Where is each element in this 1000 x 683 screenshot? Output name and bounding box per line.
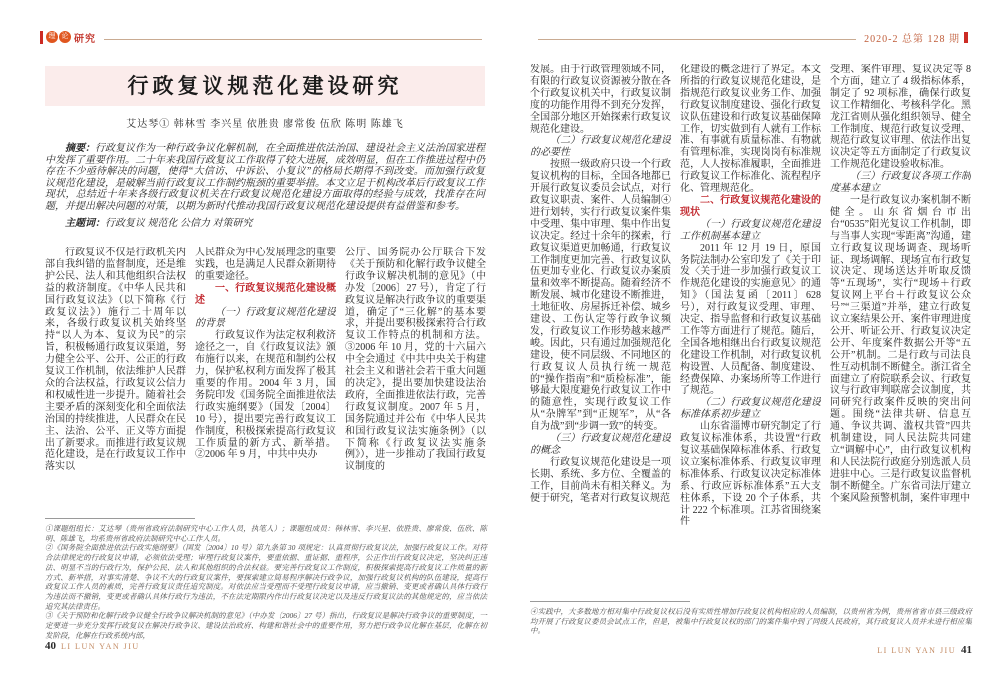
issue-accent-bar [964,32,968,43]
page-number: 40 [45,640,56,652]
header-accent-bar [40,31,43,44]
footnote: ③《关于预防和化解行政争议健全行政争议解决机制的意见》（中办发〔2006〕27 号）指出，行政复议是解决行政争议的重要制度，一定要进一步充分发挥行政复议在解决行政争议、建设法治政府、构建和谐社会中的重要作用，努力把行政争议化解在基层，化解在初发阶段，化解在行政系统内部， [45,611,487,640]
sub-heading: （三）行政复议各项工作制度基本建立 [830,171,971,195]
footnote: ①课题组组长：艾达琴（贵州省政府法制研究中心工作人员，执笔人）；课题组成员：韩林雪、李兴星、依胜贵、廖常俊、伍欣、陈明、陈雄飞，均系贵州省政府法制研究中心工作人员。 [45,524,487,543]
journal-section-name: 研究 [74,33,96,45]
keywords-paragraph [45,218,485,230]
journal-pinyin: LI LUN YAN JIU [877,646,956,655]
text-column [530,64,671,592]
body-paragraph: 行政复议规范化建设是一项长期、系统、多方位、全覆盖的工作，目前尚未有相关释义。为便于研究，笔者对行政复议规范 [530,456,671,504]
section-heading: 一、行政复议规范化建设概述 [195,282,336,306]
footer-left [45,636,140,654]
left-page-columns [45,247,486,503]
body-paragraph: 行政复议不仅是行政机关内部自我纠错的监督制度，还是维护公民、法人和其他组织合法权益的救济制度。《中华人民共和国行政复议法》（以下简称《行政复议法》）施行二十周年以来，各级行政复议机关始终坚持“以人为本、复议为民”的宗旨，积极畅通行政复议渠道，努力健全公平、公开、公正的行政复议工作机制，依法维护人民群众的合法权益，行政复议公信力和权威性进一步提升。随着社会主要矛盾的深刻变化和全面依法治国的持续推进，人民群众在民主、法治、公平、正义等方面提出了新要求。而推进行政复议规范化建设，是在行政复议工作中落实以 [45,247,186,473]
text-column [830,64,971,592]
body-paragraph: 公厅、国务院办公厅联合下发《关于预防和化解行政争议健全行政争议解决机制的意见》（中办发〔2006〕27 号），肯定了行政复议是解决行政争议的重要渠道，确定了“三化解”的基本要求，并提出要积极探索符合行政复议工作特点的机制和方法。③2006 年 10 月，党的十六届六中全会通过《中共中央关于构建社会主义和谐社会若干重大问题的决定》，提出要加快建设法治政府，全面推进依法行政，完善行政复议制度。2007 年 5 月，国务院通过并公布《中华人民共和国行政复议法实施条例》（以下简称《行政复议法实施条例》），进一步推动了我国行政复议制度的 [345,247,486,473]
section-heading: 二、行政复议规范化建设的现状 [680,194,821,218]
abstract-text: 行政复议作为一种行政争议化解机制，在全面推进依法治国、建设社会主义法治国家进程中发挥了重要作用。二十年来我国行政复议工作取得了较大进展，成效明显，但在工作推进过程中仍存在不少亟待解决的问题，使得“大信访、中诉讼、小复议”的格局长期得不到改变。而加强行政复议规范化建设，是破解当前行政复议工作制约瓶颈的重要举措。本文立足于机构改革后行政复议工作现状，总结近十年来各级行政复议机关在行政复议规范化建设方面取得的经验与成效，找准存在问题，并提出解决问题的对策，以期为新时代推动我国行政复议规范化建设提供有益借鉴和参考。 [45,143,485,212]
header-right [530,29,968,45]
text-column [195,247,336,503]
body-paragraph: 按照一级政府只设一个行政复议机构的目标，全国各地都已开展行政复议委员会试点，对行政复议职责、案件、人员编制④进行划转，实行行政复议案件集中受理、集中审理、集中作出复议决定。经过十余年的探索，行政复议渠道更加畅通，行政复议工作制度更加完善、行政复议队伍更加专业化、行政复议办案质量和效率不断提高。随着经济不断发展、城市化建设不断推进，土地征收、房屋拆迁补偿、城乡建设、工伤认定等行政争议频发，行政复议工作形势越来越严峻。因此，只有通过加强规范化建设，使不同层级、不同地区的行政复议人员执行统一规范的“操作指南”和“质检标准”，能够最大限度避免行政复议工作中的随意性，实现行政复议工作从“杂牌军”到“正规军”，从“各自为战”到“步调一致”的转变。 [530,159,671,433]
footnote: ②《国务院全面推进依法行政实施纲要》（国发〔2004〕10 号）第九条第 30 项规定：认真贯彻行政复议法，加强行政复议工作。对符合法律规定的行政复议申请，必须依法受理；审理行政复议案件，要重依据、重证据、重程序，公正作出行政复议决定，坚决纠正违法、明显不当的行政行为，保护公民、法人和其他组织的合法权益。要完善行政复议工作制度，积极探索提高行政复议工作质量的新方式、新举措，对事实清楚、争议不大的行政复议案件，要探索建立简易程序解决行政争议，加强行政复议机构的队伍建设，提高行政复议工作人员的素质，完善行政复议责任追究制度。对依法应当受理而不受理行政复议申请，应当撤销、变更或者确认具体行政行为违法而不撤销，变更或者确认具体行政行为违法，不在法定期限内作出行政复议决定以及违反行政复议法的其他规定的，应当依法追究其法律责任。 [45,543,487,611]
footnotes-left [45,524,487,640]
keywords-label: 主题词： [65,217,105,229]
journal-logo-badge-icon: 论 [59,31,71,43]
sub-heading: （二）行政复议规范化建设的必要性 [530,135,671,159]
sub-heading: （一）行政复议规范化建设工作机制基本建立 [680,218,821,242]
authors-line: 艾达琴① 韩林雪 李兴星 依胜贵 廖常俊 伍欣 陈明 陈雄飞 [126,119,404,130]
footnote-separator [530,601,690,602]
body-paragraph: 受理、案件审理、复议决定等 8 个方面，建立了 4 级指标体系，制定了 92 项标准，确保行政复议工作精细化、考核科学化。黑龙江省则从强化组织领导、健全工作制度、规范行政复议受理、规范行政复议审理、依法作出复议决定等五方面制定了行政复议工作规范化建设验收标准。 [830,64,971,171]
abstract-paragraph [45,143,485,213]
body-paragraph: 一是行政复议办案机制不断健全。山东省烟台市出台“0535”阳光复议工作机制，即与当事人实现“零距离”沟通，建立行政复议现场调查、现场听证、现场调解、现场宣布行政复议决定、现场送达并听取反馈等“五现场”，实行“现场＋行政复议网上平台＋行政复议公众号”“三渠道”并举，建立行政复议立案结果公开、案件审理进度公开、听证公开、行政复议决定公开、年度案件数据公开等“五公开”机制。二是行政与司法良性互动机制不断健全。浙江省全面建立了府院联系会议、行政复议与行政审判联席会议制度，共同研究行政案件反映的突出问题。围绕“法律共研、信息互通、争议共调、滥权共管”四共机制建设，同人民法院共同建立“调解中心”，由行政复议机构和人民法院行政庭分别选派人员进驻中心。三是行政复议监督机制不断健全。广东省司法厅建立个案风险预警机制，案件审理中 [830,194,971,504]
sub-heading: （三）行政复议规范化建设的概念 [530,433,671,456]
footnote-separator [45,518,195,519]
sub-heading: （二）行政复议规范化建设标准体系初步建立 [680,397,821,421]
issue-label: 2020-2 总第 128 期 [864,33,960,45]
body-paragraph: 人民群众为中心发展理念的重要实践，也是满足人民群众新期待的重要途径。 [195,247,336,282]
header-left [40,29,490,45]
body-paragraph: 山东省淄博市研究制定了行政复议标准体系，共设置“行政复议基础保障标准体系、行政复议立案标准体系、行政复议审理标准体系、行政复议决定标准体系、行政应诉标准体系”五大支柱体系，下设 20 个子体系，共计 222 个标准项。江苏省围绕案件 [680,421,821,528]
page-number: 41 [961,644,972,656]
body-paragraph: 化建设的概念进行了界定。本文所指的行政复议规范化建设，是指规范行政复议业务工作、加强行政复议制度建设、强化行政复议队伍建设和行政复议基础保障工作，切实做到有人就有工作标准、有事就有质量标准、有物就有管理标准，实现岗岗有标准规范，人人按标准履职，全面推进行政复议工作标准化、流程程序化、管理规范化。 [680,64,821,195]
abstract-block [45,143,485,229]
body-paragraph: 发展。由于行政管理领域不同，有限的行政复议资源被分散在各个行政复议机关中，行政复议制度的功能作用得不到充分发挥，全国部分地区开始探索行政复议规范化建设。 [530,64,671,135]
footer-right [530,640,972,658]
body-paragraph: 行政复议作为法定权利救济途径之一，自《行政复议法》颁布施行以来，在规范和制约公权力，保护私权利方面发挥了极其重要的作用。2004 年 3 月，国务院印发《国务院全面推进依法行政实施纲要》（国发〔2004〕10 号），提出要完善行政复议工作制度，积极探索提高行政复议工作质量的新方式、新举措。②2006 年 9 月，中共中央办 [195,330,336,461]
article-title: 行政复议规范化建设研究 [45,66,485,106]
text-column [680,64,821,592]
body-paragraph: 2011 年 12 月 19 日，原国务院法制办公室印发了《关于印发〈关于进一步加强行政复议工作规范化建设的实施意见〉的通知》（国法复函〔2011〕628 号），对行政复议受理、审理、决定、指导监督和行政复议基础工作等方面进行了规范。随后，全国各地相继出台行政复议规范化建设工作机制，对行政复议机构设置、人员配备、制度建设、经费保障、办案场所等工作进行了规范。 [680,242,821,397]
header-rule [538,39,856,40]
right-page-columns [530,64,971,592]
text-column [45,247,186,503]
header-rule [104,39,482,40]
keywords-text: 行政复议 规范化 公信力 对策研究 [105,217,253,229]
journal-logo-badge-icon: 理 [46,31,58,43]
sub-heading: （一）行政复议规范化建设的背景 [195,306,336,330]
footnotes-right [530,607,972,636]
text-column [345,247,486,503]
footnote: ④实践中，大多数地方相对集中行政复议权后没有实质性增加行政复议机构相应的人员编制，以贵州省为例，贵州省省市县三级政府均开展了行政复议委员会试点工作，但是，被集中行政复议权的部门的案件集中到了同级人民政府，其行政复议人员并未进行相应集中。 [530,607,972,636]
abstract-label: 摘要： [65,143,95,154]
journal-pinyin: LI LUN YAN JIU [61,642,140,651]
